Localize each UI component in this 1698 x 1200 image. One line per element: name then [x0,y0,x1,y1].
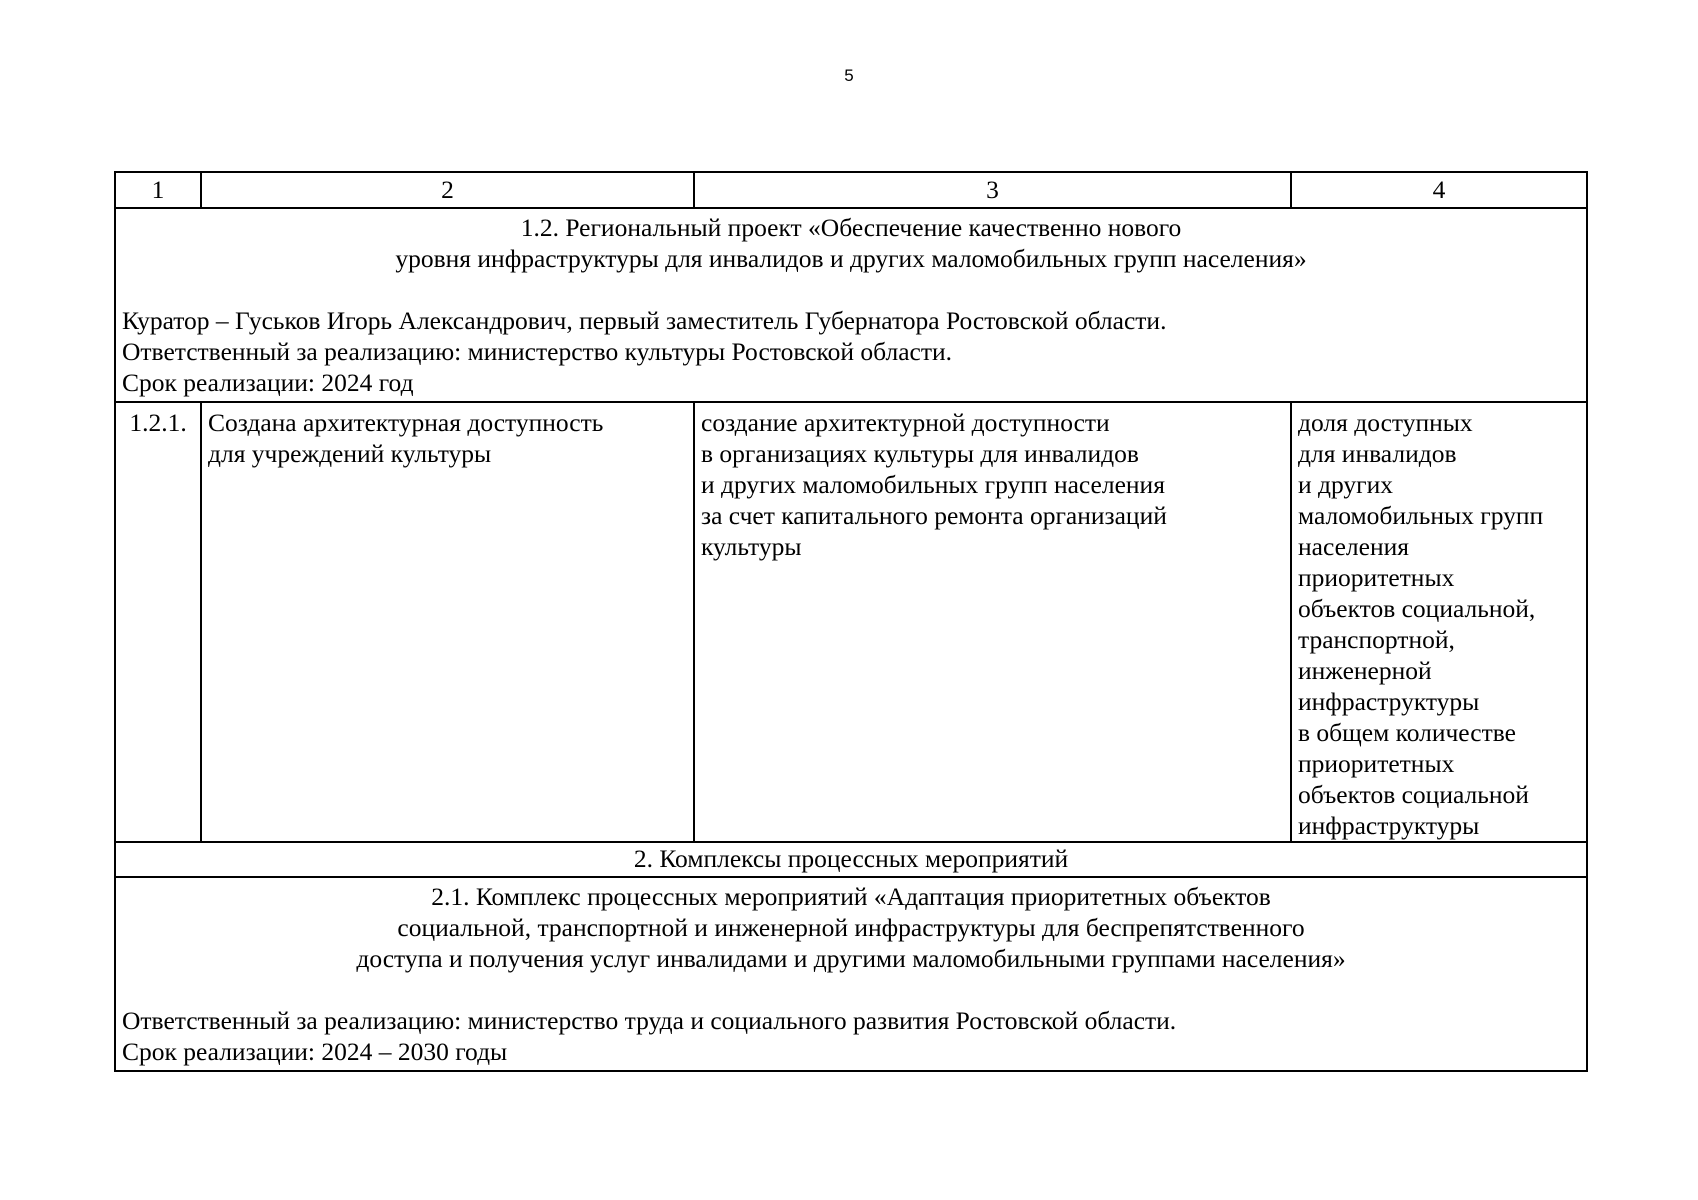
project-1-2-term: Срок реализации: 2024 год [122,368,414,397]
indicator-line: транспортной, [1298,625,1455,654]
indicator-line: объектов социальной [1298,780,1529,809]
task-line: для учреждений культуры [208,439,492,468]
indicator-line: объектов социальной, [1298,594,1536,623]
indicator-line: в общем количестве [1298,718,1516,747]
effect-line: создание архитектурной доступности [701,408,1110,437]
row-number: 1.2.1. [115,402,201,842]
column-number-3: 3 [694,172,1291,208]
section-2-row [115,842,1587,877]
column-number-row [115,172,1587,208]
task-line: Создана архитектурная доступность [208,408,604,437]
complex-2-1-cell [115,877,1587,1071]
indicator-line: приоритетных [1298,749,1455,778]
section-2-title: 2. Комплексы процессных мероприятий [115,842,1587,877]
column-number-1: 1 [115,172,201,208]
effect-line: в организациях культуры для инвалидов [701,439,1139,468]
indicator-line: инженерной [1298,656,1432,685]
indicator-line: инфраструктуры [1298,687,1480,716]
spacer [122,274,1580,305]
indicator-line: для инвалидов [1298,439,1457,468]
indicator-line: населения [1298,532,1409,561]
indicator-line: доля доступных [1298,408,1473,437]
effect-line: за счет капитального ремонта организаций [701,501,1167,530]
project-1-2-title-line: 1.2. Региональный проект «Обеспечение качественно нового [520,213,1182,242]
complex-2-1-title-line: социальной, транспортной и инженерной инфраструктуры для беспрепятственного [397,913,1305,942]
indicator-line: и других [1298,470,1394,499]
indicator-line: маломобильных групп [1298,501,1544,530]
column-number-4: 4 [1291,172,1587,208]
indicator-line: приоритетных [1298,563,1455,592]
project-1-2-title [122,212,1580,274]
project-1-2-row [115,208,1587,402]
indicator-line: инфраструктуры [1298,811,1480,840]
spacer [122,974,1580,1005]
effect-line: и других маломобильных групп населения [701,470,1165,499]
effect-line: культуры [701,532,802,561]
column-number-2: 2 [201,172,694,208]
complex-2-1-responsible: Ответственный за реализацию: министерство труда и социального развития Ростовской области. [122,1006,1177,1035]
complex-2-1-title [122,881,1580,974]
indicator-cell [1291,402,1587,842]
task-cell [201,402,694,842]
project-1-2-title-line: уровня инфраструктуры для инвалидов и других маломобильных групп населения» [395,244,1307,273]
complex-2-1-term: Срок реализации: 2024 – 2030 годы [122,1037,508,1066]
effect-cell [694,402,1291,842]
measures-table [114,171,1588,1072]
project-1-2-curator: Куратор – Гуськов Игорь Александрович, первый заместитель Губернатора Ростовской области. [122,306,1167,335]
complex-2-1-title-line: доступа и получения услуг инвалидами и другими маломобильными группами населения» [356,944,1346,973]
project-1-2-responsible: Ответственный за реализацию: министерство культуры Ростовской области. [122,337,953,366]
project-1-2-cell [115,208,1587,402]
complex-2-1-title-line: 2.1. Комплекс процессных мероприятий «Адаптация приоритетных объектов [431,882,1271,911]
complex-2-1-row [115,877,1587,1071]
page-number: 5 [844,66,854,85]
table-row-1-2-1 [115,402,1587,842]
